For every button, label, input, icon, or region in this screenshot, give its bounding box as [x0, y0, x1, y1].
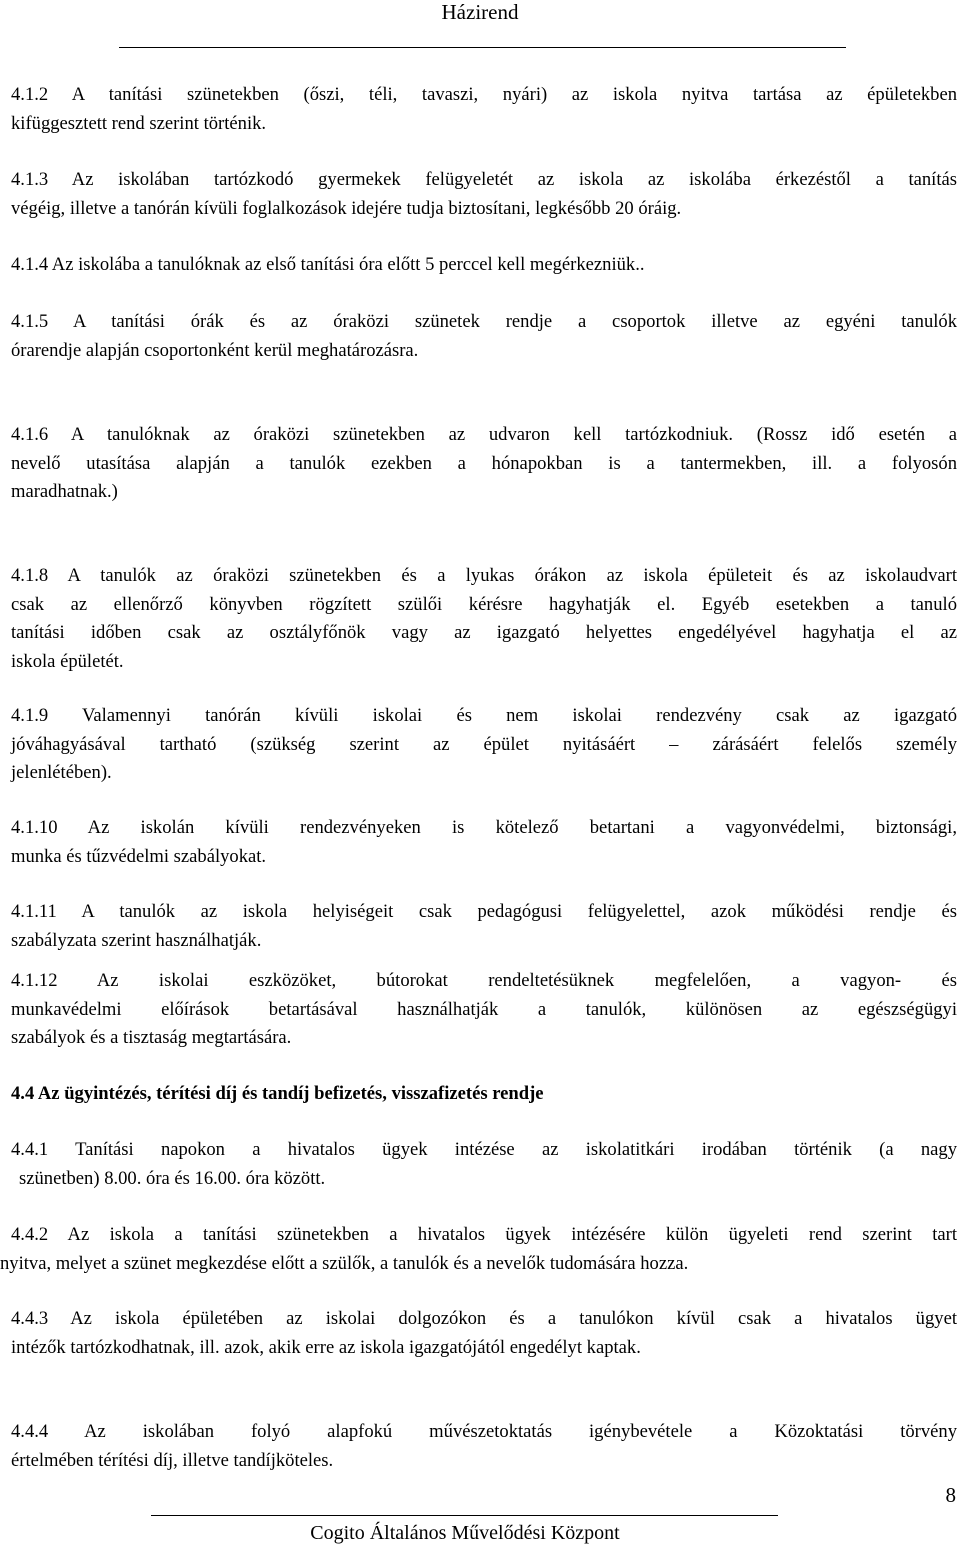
paragraph-line: tanítási időben csak az osztályfőnök vagy az igazgató helyettes engedélyével hagyhatja el az: [11, 622, 957, 644]
paragraph-4-1-5: [11, 308, 957, 365]
paragraph-line: szabályok és a tisztaság megtartására.: [11, 1027, 292, 1049]
paragraph-line: értelmében térítési díj, illetve tandíjköteles.: [11, 1449, 334, 1471]
paragraph-line: munkavédelmi előírások betartásával használhatják a tanulók, különösen az egészségügyi: [11, 998, 957, 1020]
paragraph-line: nyitva, melyet a szünet megkezdése előtt a szülők, a tanulók és a nevelők tudomására hozza.: [0, 1252, 689, 1274]
paragraph-line: nevelő utasítása alapján a tanulók ezekben a hónapokban is a tantermekben, ill. a folyosón: [11, 452, 957, 474]
paragraph-4-4-4: [11, 1418, 957, 1475]
paragraph-line: végéig, illetve a tanórán kívüli foglalkozások idejére tudja biztosítani, legkésőbb 20 óráig.: [11, 197, 682, 219]
paragraph-4-1-6: [11, 421, 957, 507]
paragraph-line: 4.4.1 Tanítási napokon a hivatalos ügyek intézése az iskolatitkári irodában történik (a nagy: [11, 1139, 957, 1160]
paragraph-line: jóváhagyásával tartható (szükség szerint az épület nyitásáért – zárásáért felelős személy: [11, 733, 957, 755]
paragraph-line: 4.1.3 Az iskolában tartózkodó gyermekek felügyeletét az iskola az iskolába érkezéstől a tanítás: [11, 169, 957, 190]
paragraph-4-1-12: [11, 967, 957, 1053]
paragraph-line: 4.1.4 Az iskolába a tanulóknak az első tanítási óra előtt 5 perccel kell megérkezniük..: [11, 254, 645, 275]
paragraph-4-4-2: [0, 1221, 957, 1278]
header-rule: [119, 47, 846, 48]
paragraph-line: csak az ellenőrző könyvben rögzített szülői kérésre hagyhatják el. Egyéb esetekben a tanuló: [11, 593, 957, 615]
paragraph-line: órarendje alapján csoportonként kerül meghatározásra.: [11, 339, 419, 361]
paragraph-line: munka és tűzvédelmi szabályokat.: [11, 845, 267, 867]
paragraph-line: intézők tartózkodhatnak, ill. azok, akik erre az iskola igazgatójától engedélyt kaptak.: [11, 1336, 641, 1358]
paragraph-line: 4.4.4 Az iskolában folyó alapfokú művészetoktatás igénybevétele a Közoktatási törvény: [11, 1421, 957, 1442]
paragraph-4-4-1: [11, 1136, 957, 1193]
paragraph-line: 4.4.2 Az iskola a tanítási szünetekben a hivatalos ügyek intézésére külön ügyeleti rend szerint tart: [11, 1224, 957, 1245]
page-header-title: Házirend: [441, 0, 519, 24]
paragraph-line: 4.1.10 Az iskolán kívüli rendezvényeken is kötelező betartani a vagyonvédelmi, biztonsági,: [11, 817, 957, 838]
paragraph-line: kifüggesztett rend szerint történik.: [11, 112, 267, 134]
paragraph-line: 4.1.9 Valamennyi tanórán kívüli iskolai és nem iskolai rendezvény csak az igazgató: [11, 705, 957, 726]
paragraph-4-1-4: [11, 251, 957, 280]
paragraph-line: 4.4.3 Az iskola épületében az iskolai dolgozókon és a tanulókon kívül csak a hivatalos ügyet: [11, 1308, 957, 1329]
paragraph-4-1-10: [11, 814, 957, 871]
paragraph-line: 4.1.11 A tanulók az iskola helyiségeit csak pedagógusi felügyelettel, azok működési rendje és: [11, 901, 957, 922]
page-number: 8: [945, 1483, 956, 1507]
section-heading-4-4: [11, 1080, 957, 1109]
paragraph-4-1-11: [11, 898, 957, 955]
paragraph-line: maradhatnak.): [11, 481, 118, 503]
paragraph-line: 4.1.12 Az iskolai eszközöket, bútorokat rendeltetésüknek megfelelően, a vagyon- és: [11, 970, 957, 991]
paragraph-4-1-3: [11, 166, 957, 223]
paragraph-line: 4.1.5 A tanítási órák és az óraközi szünetek rendje a csoportok illetve az egyéni tanulók: [11, 311, 957, 332]
paragraph-4-1-8: [11, 562, 957, 676]
paragraph-4-4-3: [11, 1305, 957, 1362]
paragraph-line: 4.1.2 A tanítási szünetekben (őszi, téli, tavaszi, nyári) az iskola nyitva tartása az épületekben: [11, 84, 957, 105]
paragraph-line: szabályzata szerint használhatják.: [11, 929, 262, 951]
footer-title: Cogito Általános Művelődési Központ: [310, 1522, 620, 1544]
footer-rule: [151, 1515, 778, 1516]
paragraph-line: szünetben) 8.00. óra és 16.00. óra között.: [19, 1167, 326, 1189]
paragraph-line: iskola épületét.: [11, 650, 124, 672]
paragraph-line: 4.1.8 A tanulók az óraközi szünetekben és a lyukas órákon az iskola épületeit és az iskolaudvart: [11, 565, 957, 586]
paragraph-line: 4.1.6 A tanulóknak az óraközi szünetekben az udvaron kell tartózkodniuk. (Rossz idő esetén a: [11, 424, 957, 445]
heading-text: 4.4 Az ügyintézés, térítési díj és tandíj befizetés, visszafizetés rendje: [11, 1083, 544, 1104]
paragraph-4-1-9: [11, 702, 957, 788]
paragraph-line: jelenlétében).: [11, 762, 112, 784]
paragraph-4-1-2: [11, 81, 957, 138]
